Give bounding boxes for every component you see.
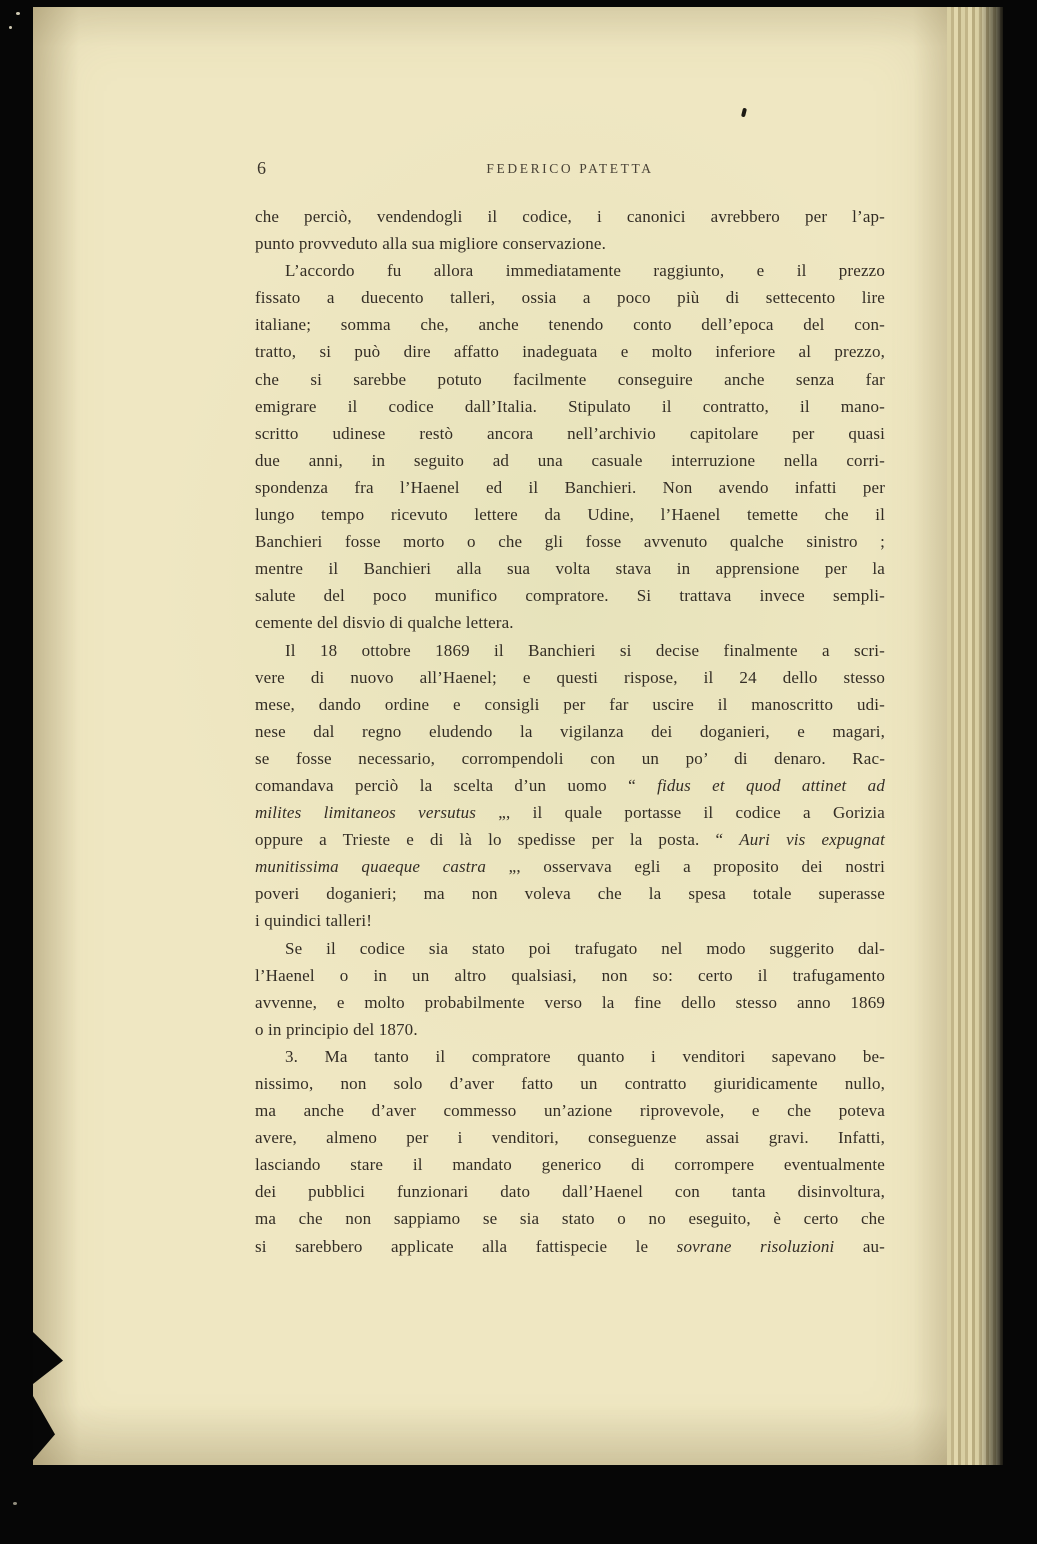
text-line <box>255 853 885 880</box>
text-line <box>255 311 885 338</box>
text-line <box>255 880 885 907</box>
page-header <box>255 158 885 182</box>
text-segment: L’accordo fu allora immediatamente raggiunto, e il prezzo <box>285 261 885 281</box>
text-segment: ma che non sappiamo se sia stato o no eseguito, è certo che <box>255 1209 885 1229</box>
text-line <box>255 935 885 962</box>
text-segment: Il 18 ottobre 1869 il Banchieri si decise finalmente a scri- <box>285 640 885 660</box>
text-segment: ma anche d’aver commesso un’azione riprovevole, e che poteva <box>255 1101 885 1121</box>
page-body-text <box>255 203 885 1260</box>
text-line <box>255 474 885 501</box>
text-segment: au- <box>834 1236 885 1256</box>
paper-speck <box>16 12 20 15</box>
text-segment: comandava perciò la scelta d’un uomo “ <box>255 775 658 795</box>
text-segment: tratto, si può dire affatto inadeguata e molto inferiore al prezzo, <box>255 342 885 362</box>
text-line <box>255 1043 885 1070</box>
text-line <box>255 1124 885 1151</box>
text-segment: „, il quale portasse il codice a Gorizia <box>476 803 886 823</box>
text-line <box>255 555 885 582</box>
text-line <box>255 257 885 284</box>
text-line <box>255 338 885 365</box>
text-segment: si sarebbero applicate alla fattispecie le <box>255 1236 677 1256</box>
text-segment: avvenne, e molto probabilmente verso la fine dello stesso anno 1869 <box>255 992 885 1012</box>
text-segment-italic: fidus et quod attinet ad <box>657 775 885 795</box>
text-segment: l’Haenel o in un altro qualsiasi, non so: certo il trafugamento <box>255 965 885 985</box>
text-segment: Banchieri fosse morto o che gli fosse avvenuto qualche sinistro ; <box>255 532 885 552</box>
text-segment-italic: milites limitaneos versutus <box>255 803 477 823</box>
text-line <box>255 366 885 393</box>
paper-speck <box>13 1502 17 1505</box>
text-line <box>255 691 885 718</box>
text-segment: dei pubblici funzionari dato dall’Haenel con tanta disinvoltura, <box>255 1182 885 1202</box>
text-line <box>255 637 885 664</box>
text-line <box>255 745 885 772</box>
text-segment: punto provveduto alla sua migliore conservazione. <box>255 234 607 254</box>
text-line <box>255 799 885 826</box>
text-line <box>255 420 885 447</box>
text-segment: salute del poco munifico compratore. Si trattava invece sempli- <box>255 586 885 606</box>
running-header: FEDERICO PATETTA <box>486 161 654 176</box>
text-line <box>255 772 885 799</box>
text-line <box>255 609 885 636</box>
page-edge-stack <box>947 7 1003 1465</box>
text-segment: italiane; somma che, anche tenendo conto dell’epoca del con- <box>255 315 885 335</box>
text-segment: che perciò, vendendogli il codice, i canonici avrebbero per l’ap- <box>255 207 885 226</box>
text-line <box>255 1016 885 1043</box>
text-line <box>255 447 885 474</box>
text-line <box>255 393 885 420</box>
text-segment: lungo tempo ricevuto lettere da Udine, l’Haenel temette che il <box>255 505 885 525</box>
text-line <box>255 1097 885 1124</box>
text-line <box>255 1205 885 1232</box>
text-segment: vere di nuovo all’Haenel; e questi rispose, il 24 dello stesso <box>255 667 885 687</box>
text-segment: Se il codice sia stato poi trafugato nel modo suggerito dal- <box>285 938 885 958</box>
text-segment: „, osservava egli a proposito dei nostri <box>486 857 885 877</box>
text-line <box>255 826 885 853</box>
text-line <box>255 1233 885 1260</box>
text-segment-italic: Auri vis expugnat <box>739 830 885 850</box>
text-segment: 3. Ma tanto il compratore quanto i venditori sapevano be- <box>285 1046 885 1066</box>
text-segment: fissato a duecento talleri, ossia a poco più di settecento lire <box>255 288 885 308</box>
text-segment: scritto udinese restò ancora nell’archivio capitolare per quasi <box>255 423 885 443</box>
text-line <box>255 962 885 989</box>
text-line <box>255 1070 885 1097</box>
text-segment: nissimo, non solo d’aver fatto un contratto giuridicamente nullo, <box>255 1074 885 1093</box>
text-line <box>255 501 885 528</box>
text-segment: o in principio del 1870. <box>255 1019 418 1039</box>
text-segment: oppure a Trieste e di là lo spedisse per la posta. “ <box>255 830 740 850</box>
text-line <box>255 528 885 555</box>
text-line <box>255 907 885 934</box>
text-segment: emigrare il codice dall’Italia. Stipulato il contratto, il mano- <box>255 396 885 416</box>
text-segment: nese dal regno eludendo la vigilanza dei doganieri, e magari, <box>255 721 885 741</box>
text-segment: due anni, in seguito ad una casuale interruzione nella corri- <box>255 450 885 470</box>
text-line <box>255 1178 885 1205</box>
page-number: 6 <box>257 158 266 178</box>
text-line <box>255 203 885 230</box>
text-segment: avere, almeno per i venditori, conseguenze assai gravi. Infatti, <box>255 1128 885 1148</box>
text-line <box>255 718 885 745</box>
text-segment: spondenza fra l’Haenel ed il Banchieri. Non avendo infatti per <box>255 477 885 497</box>
text-segment: se fosse necessario, corrompendoli con un po’ di denaro. Rac- <box>255 748 885 768</box>
text-segment: i quindici talleri! <box>255 911 373 931</box>
text-segment-italic: munitissima quaeque castra <box>255 857 487 877</box>
text-line <box>255 284 885 311</box>
text-segment: mentre il Banchieri alla sua volta stava in apprensione per la <box>255 559 885 579</box>
text-segment: lasciando stare il mandato generico di corrompere eventualmente <box>255 1155 885 1175</box>
text-segment-italic: sovrane risoluzioni <box>676 1236 835 1256</box>
text-segment: che si sarebbe potuto facilmente conseguire anche senza far <box>255 369 885 389</box>
text-line <box>255 664 885 691</box>
text-line <box>255 989 885 1016</box>
text-line <box>255 230 885 257</box>
text-line <box>255 1151 885 1178</box>
text-segment: poveri doganieri; ma non voleva che la spesa totale superasse <box>255 884 885 904</box>
text-segment: mese, dando ordine e consigli per far uscire il manoscritto udi- <box>255 694 885 714</box>
text-line <box>255 582 885 609</box>
book-page <box>33 7 947 1465</box>
text-segment: cemente del disvio di qualche lettera. <box>255 613 514 633</box>
paper-speck <box>9 26 12 29</box>
